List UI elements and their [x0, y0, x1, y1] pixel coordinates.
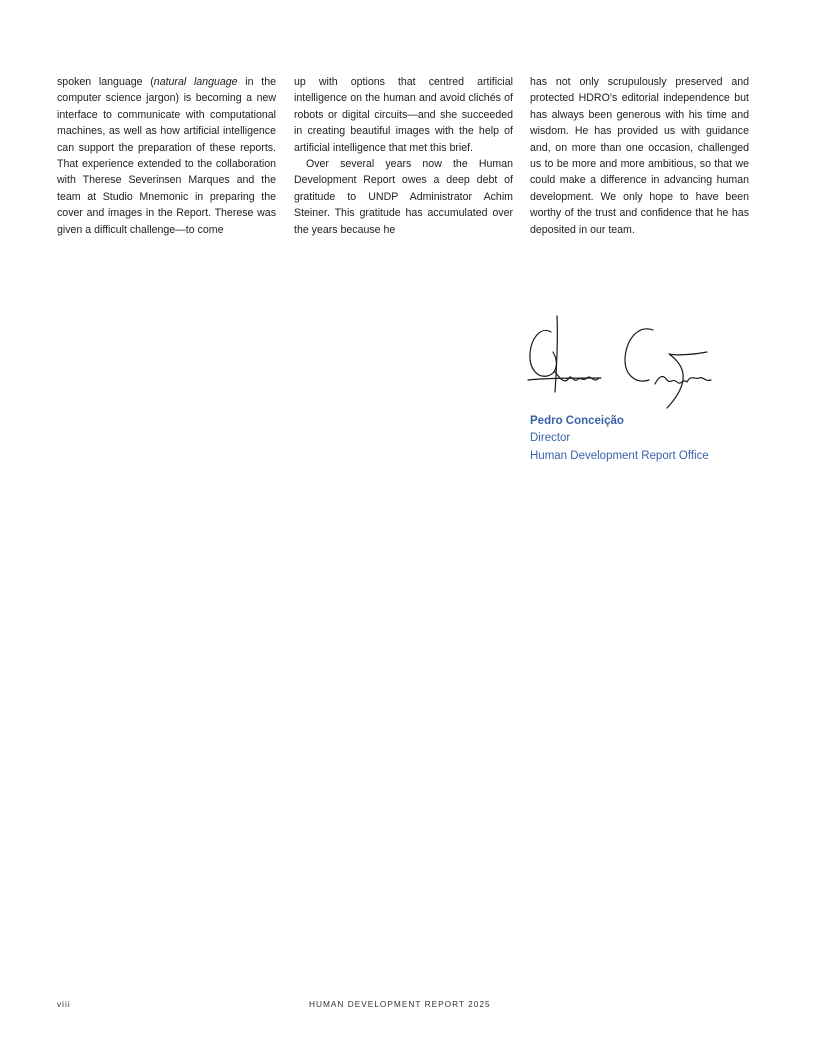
signatory-name: Pedro Conceição: [530, 415, 624, 427]
paragraph: Over several years now the Human Development Report owes a deep debt of gratitude to UNDP Administrator Achim Steiner. This gratitude has accumulated over the years because he: [294, 158, 513, 236]
emphasized-term: natural language: [153, 76, 238, 88]
page-number: viii: [57, 999, 71, 1009]
paragraph: has not only scrupulously preserved and protected HDRO’s editorial independence but has always been generous with his time and wisdom. He has provided us with guidance and, on more than one occasion, challenged us to be more and more ambitious, so that we could make a difference in advancing human development. We only hope to have been worthy of the trust and confidence that he has deposited in our team.: [530, 76, 749, 236]
running-footer-title: HUMAN DEVELOPMENT REPORT 2025: [309, 999, 491, 1009]
text-column-3: [530, 74, 749, 238]
signatory-office: Human Development Report Office: [530, 449, 709, 462]
text-column-1: [57, 74, 276, 238]
signatory-title: Director: [530, 432, 571, 445]
paragraph: up with options that centred artificial intelligence on the human and avoid clichés of robots or digital circuits—and she succeeded in creating beautiful images with the help of artificial intelligence that met this brief.: [294, 76, 513, 154]
text-column-2: [294, 74, 513, 238]
signatory-block: [530, 413, 709, 465]
paragraph: spoken language (natural language in the computer science jargon) is becoming a new interface to communicate with computational machines, as well as how artificial intelligence can support the preparation of these reports. That experience extended to the collaboration with Therese Severinsen Marques and the team at Studio Mnemonic in preparing the cover and images in the Report. Therese was given a difficult challenge—to come: [57, 76, 277, 236]
handwritten-signature: [527, 312, 717, 416]
